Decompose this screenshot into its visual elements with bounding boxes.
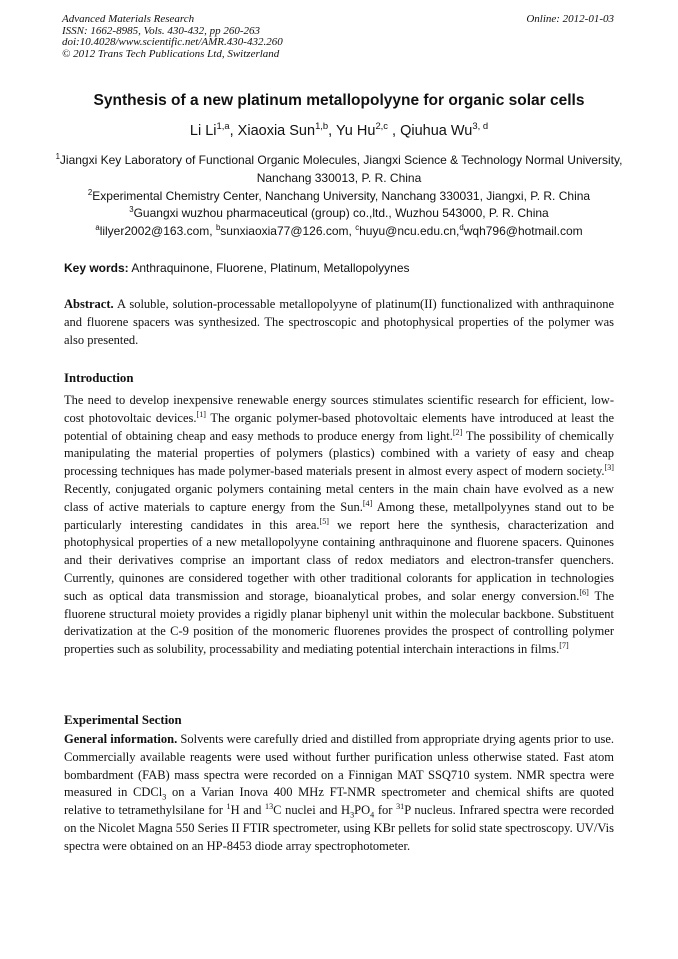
subscript: 3 — [350, 810, 355, 820]
affiliations — [50, 152, 628, 241]
affiliation-mark: 1 — [55, 152, 60, 161]
text-run: for — [374, 803, 397, 818]
doi-line: doi:10.4028/www.scientific.net/AMR.430-432.260 — [62, 36, 283, 48]
text-run: The organic polymer-based photovoltaic elements have introduced at least the potential of obtaining cheap and easy methods to produce energy from light. — [64, 410, 614, 443]
email-mark: d — [459, 223, 464, 233]
affiliation-mark: 3 — [129, 205, 134, 215]
affiliation-mark: 2 — [87, 187, 93, 197]
citation-mark: [6] — [579, 587, 589, 597]
general-information-text — [64, 732, 614, 853]
author-separator: , — [328, 123, 336, 139]
citation-mark: 31 — [396, 802, 405, 812]
journal-header — [62, 14, 283, 60]
text-run: The need to develop inexpensive renewable energy sources stimulates scientific research for efficient, low-cost photovoltaic devices. — [64, 393, 614, 425]
introduction-paragraph — [64, 392, 614, 659]
issn-line: ISSN: 1662-8985, Vols. 430-432, pp 260-263 — [62, 24, 260, 37]
text-run: C nuclei and H — [273, 803, 351, 818]
affiliation-3 — [50, 205, 628, 223]
affiliation-2 — [50, 188, 628, 206]
journal-name: Advanced Materials Research — [62, 13, 195, 25]
email-mark: a — [95, 223, 100, 233]
affiliation-1 — [50, 152, 628, 188]
author-affiliation-mark: 3, d — [472, 120, 489, 132]
author-affiliation-mark: 1,b — [315, 120, 329, 132]
citation-mark: [2] — [452, 427, 463, 437]
text-run: Among these, metallpolyynes stand out to be particularly interesting candidates in this area. — [64, 499, 614, 532]
text-run: PO — [354, 803, 371, 818]
citation-mark: [3] — [604, 463, 614, 473]
abstract — [64, 296, 614, 349]
text-run: Recently, conjugated organic polymers containing metal centers in the main chain have evolved as a new class of active materials to capture energy from the Sun. — [64, 481, 614, 514]
citation-mark: [5] — [319, 516, 330, 526]
text-run: H and — [230, 803, 266, 818]
affiliation-text: Guangxi wuzhou pharmaceutical (group) co.,ltd., Wuzhou 543000, P. R. China — [133, 206, 549, 221]
email-address: huyu@ncu.edu.cn — [359, 224, 457, 239]
author-affiliation-mark: 2,c — [375, 120, 388, 132]
keywords-text: Anthraquinone, Fluorene, Platinum, Metallopolyynes — [131, 261, 410, 275]
author-name: Qiuhua Wu — [400, 123, 473, 139]
paper-title: Synthesis of a new platinum metallopolyyne for organic solar cells — [93, 92, 585, 109]
keywords-label: Key words: — [64, 261, 129, 275]
citation-mark: 13 — [265, 802, 274, 812]
email-mark: b — [215, 223, 221, 233]
general-information-paragraph — [64, 731, 614, 856]
text-run: The possibility of chemically manipulating the material properties of polymers (plastics) combined with a variety of easy and cheap processing techniques has made polymer-based materials present in almost every aspect of modern society. — [64, 428, 614, 479]
citation-mark: 1 — [226, 802, 231, 812]
citation-mark: [4] — [362, 498, 373, 508]
email-address: lilyer2002@163.com — [99, 224, 210, 239]
email-address: sunxiaoxia77@126.com — [220, 224, 349, 239]
author-name: Li Li — [189, 123, 217, 139]
copyright-line: © 2012 Trans Tech Publications Ltd, Switzerland — [62, 47, 280, 60]
email-address: wqh796@hotmail.com — [463, 224, 583, 239]
citation-mark: [7] — [559, 641, 569, 650]
author-name: Yu Hu — [335, 123, 376, 139]
text-run: on a Varian Inova 400 MHz FT-NMR spectrometer and chemical shifts are quoted relative to tetramethylsilane for — [64, 785, 614, 818]
general-information-label: General information. — [64, 732, 178, 746]
subscript: 4 — [370, 810, 375, 820]
subscript: 3 — [162, 792, 167, 802]
abstract-label: Abstract. — [64, 297, 114, 311]
author-affiliation-mark: 1,a — [216, 120, 230, 132]
text-run: we report here the synthesis, characterization and photophysical properties of a new metallopolyyne containing anthraquinone and fluorene spacers. Quinones and their derivatives comprise an important class of redox mediators and electron-transfer quenchers. Currently, quinones are considered together with other traditional colorants for application in technologies such as optical data transmission and storage, bioanalytical probes, and solar energy conversion. — [64, 517, 615, 603]
author-separator: , — [229, 123, 238, 139]
citation-mark: [1] — [196, 409, 206, 419]
author-separator: , — [388, 123, 401, 139]
online-date: Online: 2012-01-03 — [526, 13, 614, 25]
author-list — [40, 120, 638, 139]
keywords — [64, 261, 410, 275]
abstract-text: A soluble, solution-processable metallopolyyne of platinum(II) functionalized with anthraquinone and fluorene spacers was synthesized. The spectroscopic and photophysical properties of the polymer was also presented. — [64, 297, 614, 347]
text-run: Solvents were carefully dried and distilled from appropriate drying agents prior to use. Commercially available reagents were used without further purification unless otherwise stated. Fast atom bombardment (FAB) mass spectra were recorded on a Finnigan MAT SSQ710 system. NMR spectra were measured in CDCl — [64, 732, 614, 800]
email-list: $^a$lilyer2002@163.com, $^b$sunxiaoxia77@126.com, $^c$huyu@ncu.edu.cn,$^d$wqh796@hotmail.com — [95, 223, 583, 239]
affiliation-text: Experimental Chemistry Center, Nanchang University, Nanchang 330031, Jiangxi, P. R. China — [92, 188, 591, 203]
text-run: The fluorene structural moiety provides a rigidly planar biphenyl unit within the molecular backbone. Substituent derivatization at the C-9 position of the monomeric fluorenes provides the prospect of controlling polymer properties such as solubility, processability and mediating potential interchain interactions in films. — [64, 588, 614, 657]
introduction-heading: Introduction — [64, 371, 134, 385]
experimental-heading: Experimental Section — [64, 713, 182, 727]
author-name: Xiaoxia Sun — [237, 123, 316, 139]
affiliation-text: Jiangxi Key Laboratory of Functional Organic Molecules, Jiangxi Science & Technology Normal University, Nanchang 330013, P. R. China — [59, 153, 623, 185]
email-mark: c — [355, 223, 360, 233]
text-run: P nucleus. Infrared spectra were recorded on the Nicolet Magna 550 Series II FTIR spectrometer, using KBr pellets for solid state spectroscopy. UV/Vis spectra were obtained on an HP-8453 diode array spectrophotometer. — [64, 803, 615, 853]
